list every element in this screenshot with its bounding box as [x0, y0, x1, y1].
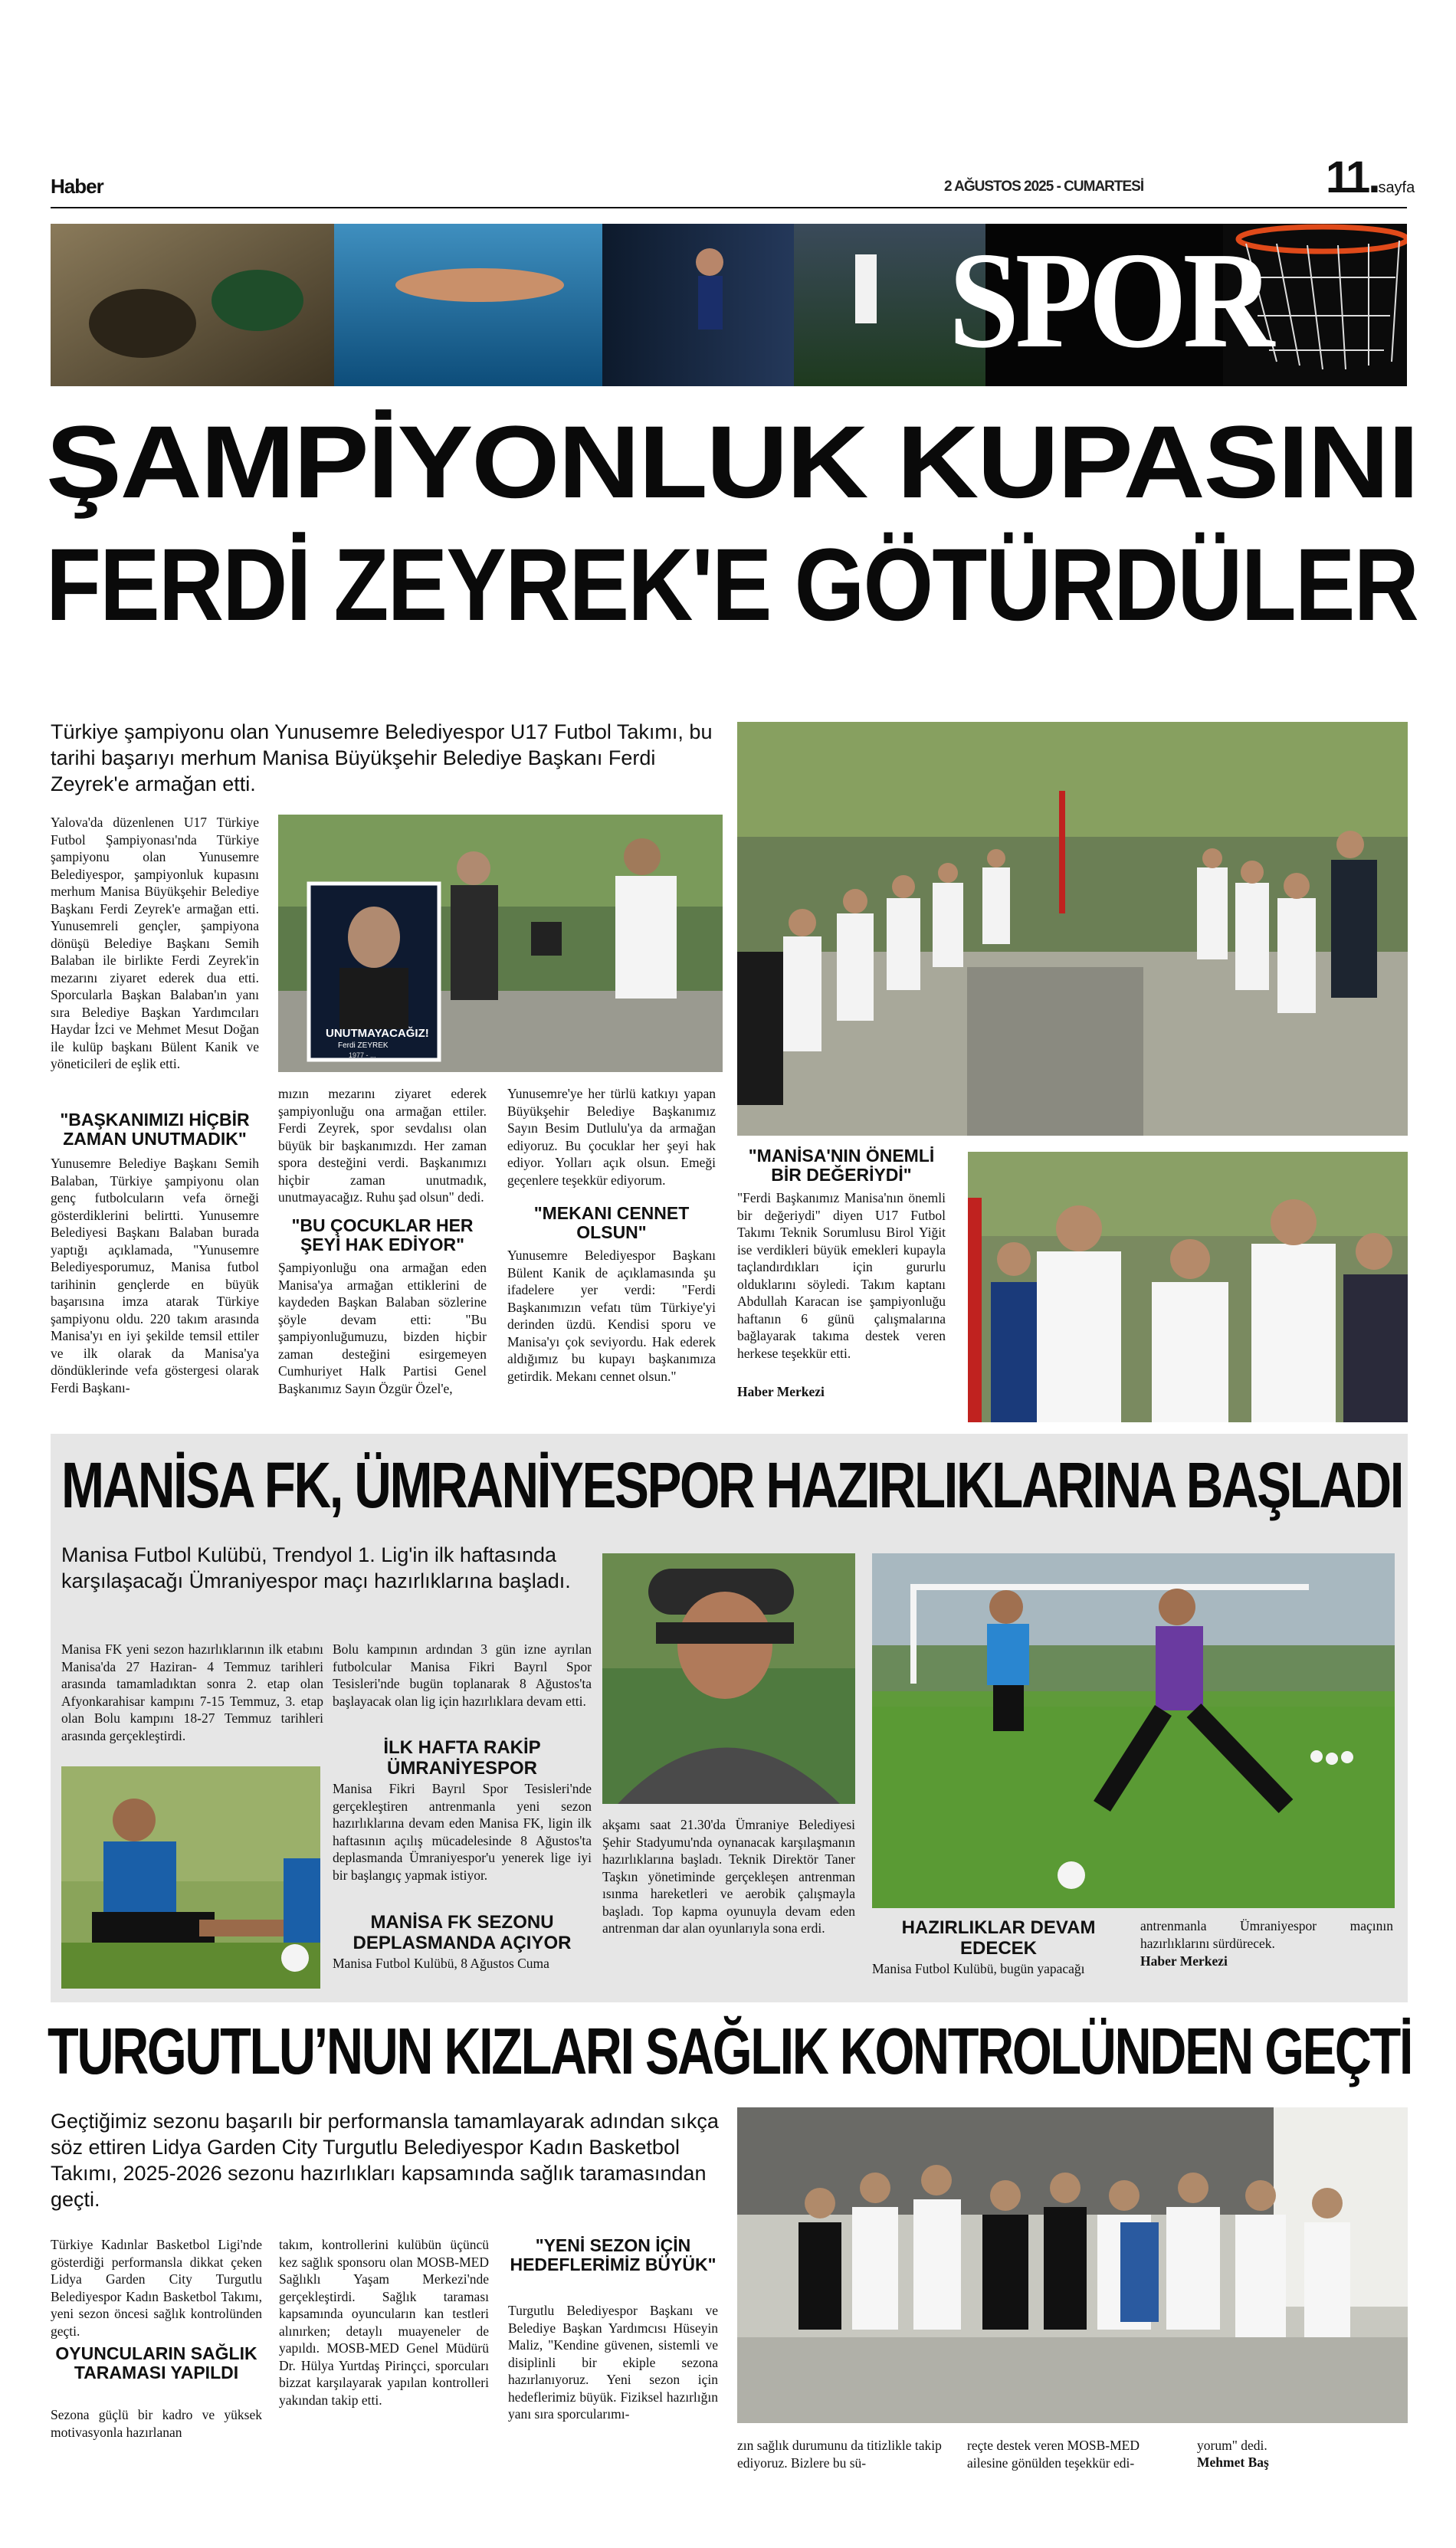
article3-byline: Mehmet Baş: [1197, 2455, 1269, 2470]
article1-col1-p2: Yunusemre Belediye Başkanı Semih Balaban, Türkiye şampiyonu olan genç futbolcuların vefa örneği gösterdiklerini belirtti. Yunusemre Belediyesi Başkanı Balaban burada yaptığı açıklamada, "Yunusemre Belediyesporumuz, Manisa futbol tarihinin gençlerde en büyük başarısına imza atarak Türkiye şampiyonu oldu. 220 takım arasında Manisa'yı en iyi şekilde temsil ettiler ve ilk olarak da Manisa'ya döndüklerinde vefa göstergesi olarak Ferdi Başkanı-: [51, 1156, 259, 1395]
article2-col2-p3: Manisa Futbol Kulübü, 8 Ağustos Cuma: [333, 1956, 549, 1971]
article2-col5-p1: antrenmanla Ümraniyespor maçının hazırlıklarını sürdürecek.: [1140, 1918, 1393, 1951]
article3-col1-p2: Sezona güçlü bir kadro ve yüksek motivasyonla hazırlanan: [51, 2407, 262, 2440]
article2-col4-p1: Manisa Futbol Kulübü, bugün yapacağı: [872, 1961, 1085, 1976]
article2-spot: Manisa Futbol Kulübü, Trendyol 1. Lig'in ilk haftasında karşılaşacağı Ümraniyespor maçı hazırlıklarına başladı.: [61, 1543, 571, 1592]
article2-col1-p1: Manisa FK yeni sezon hazırlıklarının ilk etabını Manisa'da 27 Haziran- 4 Temmuz tarihleri arasında tamamladıktan sonra 2. etap olan Afyonkarahisar kampını 7-15 Temmuz, 3. etap olan Bolu kampını 18-27 Temmuz tarihleri arasında gerçekleştirdi.: [61, 1641, 323, 1743]
article3-subhead2: "YENİ SEZON İÇİN HEDEFLERİMİZ BÜYÜK": [510, 2235, 717, 2274]
swimmer-photo: [334, 224, 602, 386]
article2-byline: Haber Merkezi: [1140, 1953, 1228, 1969]
article1-col3-p2: Yunusemre Belediyespor Başkanı Bülent Kanik de açıklamasında şu ifadelere yer verdi: "Ferdi Başkanımızın vefatı tüm Türkiye'yi derinden üzdü. Kendisi sporu ve Manisa'yı çok seviyordu. Hak ederek aldığımız bu kupayı başkanımıza getirdik. Mekanı cennet olsun.": [507, 1248, 716, 1384]
article1-byline: Haber Merkezi: [737, 1384, 825, 1399]
article1-subhead4: "MANİSA'NIN ÖNEMLİ BİR DEĞERİYDİ": [748, 1146, 935, 1185]
article3-spot: Geçtiğimiz sezonu başarılı bir performansla tamamlayarak adından sıkça söz ettiren Lidya Garden City Turgutlu Belediyespor Kadın Basketbol Takımı, 2025-2026 sezonu hazırlıkları kapsamında sağlık taramasından geçti.: [51, 2110, 719, 2211]
article2-col2-p1: Bolu kampının ardından 3 gün izne ayrılan futbolcular Manisa Fikri Bayrıl Spor Tesisleri'nde bugün toplanarak 8 Ağustos'ta başlayacak olan lig için hazırlıklara devam etti.: [333, 1641, 592, 1709]
issue-date: 2 AĞUSTOS 2025 - CUMARTESİ: [944, 179, 1144, 195]
page-label: sayfa: [1378, 179, 1415, 196]
header-rule: [51, 207, 1407, 208]
article1-subhead1: "BAŞKANIMIZI HİÇBİR ZAMAN UNUTMADIK": [60, 1110, 250, 1149]
article3-col3-p1: Turgutlu Belediyespor Başkanı ve Belediye Başkan Yardımcısı Hüseyin Maliz, "Kendine güvenen, sistemli ve disiplinli bir ekiple sezona hazırlanıyoruz. Yeni sezon için hedeflerimiz büyük. Fiziksel hazırlığın yanı sıra sporcularımı-: [508, 2303, 718, 2422]
poster-years: 1977 - ...: [349, 1051, 376, 1059]
poster-text: UNUTMAYACAĞIZ!: [326, 1027, 429, 1040]
article1-col2-p1: mızın mezarını ziyaret ederek şampiyonluğu ona armağan ettiler. Ferdi Zeyrek, spor sevdalısı olan büyük bir başkanımızdı. Her zaman spora desteğini verdi. Başkanımızı hiçbir zaman unutmadık, unutmayacağız. Ruhu şad olsun" dedi.: [278, 1086, 487, 1205]
article3-headline: TURGUTLU’NUN KIZLARI SAĞLIK KONTROLÜNDEN GEÇTİ: [48, 2015, 1412, 2088]
basketball-team-photo: [737, 2107, 1408, 2423]
article3-col2-p1: takım, kontrollerini kulübün üçüncü kez sağlık sponsoru olan MOSB-MED Sağlıklı Yaşam Merkezi'nde gerçekleştirdi. Sağlık taraması kapsamında oyuncuların kan testleri alınırken; detaylı muayeneler de yapıldı. MOSB-MED Genel Müdürü Dr. Hülya Yurtdaş Pirinçci, sporcuları bizzat karşılayarak yapılan kontrolleri yakından takip etti.: [279, 2237, 489, 2408]
article1-headline-line2: FERDİ ZEYREK'E GÖTÜRDÜLER: [46, 528, 1418, 642]
spor-banner: [51, 224, 1407, 386]
article3-col4-p1: zın sağlık durumunu da titizlikle takip ediyoruz. Bizlere bu sü-: [737, 2438, 942, 2471]
grave-visit-photo: [278, 815, 723, 1072]
article1-col4-p1: "Ferdi Başkanımız Manisa'nın önemli bir değeriydi" diyen U17 Futbol Takımı Teknik Sorumlusu Birol Yiğit ise verdikleri büyük emekleri kupayla taçlandırdıkları için gururlu olduklarını söyledi. Takım kaptanı Abdullah Karacan ise şampiyonluğu haftanın 6 günü çalışmalarına bağlayarak takıma destek veren herkese teşekkür etti.: [737, 1190, 946, 1361]
coach-portrait-photo: [602, 1553, 855, 1804]
poster-name: Ferdi ZEYREK: [338, 1041, 389, 1050]
article1-col3-p1: Yunusemre'ye her türlü katkıyı yapan Büyükşehir Belediye Başkanımız Sayın Besim Dutlulu'ya da armağan ediyoruz. Bu çocuklar her şeyi hak ediyor. Yolları açık olsun. Emeği geçenlere teşekkür ediyorum.: [507, 1086, 716, 1188]
article1-col2-p2: Şampiyonluğu ona armağan eden Manisa'ya armağan ettiklerini de kaydeden Başkan Balaban sözlerine şöyle devam etti: "Bu şampiyonluğumuzu, bizden hiçbir zaman desteğini esirgemeyen Cumhuriyet Halk Partisi Genel Başkanımız Sayın Özgür Özel'e,: [278, 1260, 487, 1396]
article1-subhead2: "BU ÇOCUKLAR HER ŞEYİ HAK EDİYOR": [291, 1215, 474, 1254]
section-label: Haber: [51, 175, 103, 198]
training-session-photo: [872, 1553, 1395, 1908]
banner-title: SPOR: [949, 224, 1271, 376]
article3-col1-p1: Türkiye Kadınlar Basketbol Ligi'nde gösterdiği performansla dikkat çeken Lidya Garden City Turgutlu Belediyespor Kadın Basketbol Takımı, yeni sezon öncesi sağlık kontrolünden geçti.: [51, 2237, 262, 2339]
article2-subhead3: HAZIRLIKLAR DEVAM EDECEK: [901, 1917, 1096, 1959]
players-medals-photo: [968, 1152, 1408, 1422]
article2-headline: MANİSA FK, ÜMRANİYESPOR HAZIRLIKLARINA BAŞLADI: [61, 1449, 1402, 1521]
page-number: [1326, 152, 1415, 203]
article2-subhead2: MANİSA FK SEZONU DEPLASMANDA AÇIYOR: [353, 1912, 572, 1953]
article2-col3-p1: akşamı saat 21.30'da Ümraniye Belediyesi Şehir Stadyumu'nda oynanacak karşılaşmanın hazırlıklarına başladı. Teknik Direktör Taner Taşkın yönetiminde gerçekleşen antrenman ısınma hareketleri ve aerobik çalışmayla başladı. Top kapma oyunuyla devam eden antrenman dar alan oyunlarıyla sona erdi.: [602, 1817, 855, 1936]
player-stretching-photo: [61, 1766, 320, 1989]
article3-subhead1: OYUNCULARIN SAĞLIK TARAMASI YAPILDI: [55, 2343, 257, 2382]
article1-spot: Türkiye şampiyonu olan Yunusemre Belediyespor U17 Futbol Takımı, bu tarihi başarıyı merhum Manisa Büyükşehir Belediye Başkanı Ferdi Zeyrek'e armağan etti.: [51, 720, 713, 795]
article1-headline-line1: ŞAMPİYONLUK KUPASINI: [46, 405, 1418, 520]
article1-subhead3: "MEKANI CENNET OLSUN": [533, 1203, 690, 1242]
article2-col2-p2: Manisa Fikri Bayrıl Spor Tesisleri'nde gerçekleştiren antrenmanla yeni sezon hazırlıklarına devam eden Manisa FK, ligin ilk haftasının açılış mücadelesinde 8 Ağustos'ta deplasmanda Ümraniyespor'u yenerek lige iyi bir başlangıç yapmak istiyor.: [333, 1781, 592, 1883]
article3-col6-p1: yorum" dedi.: [1197, 2438, 1267, 2453]
team-cemetery-photo: [737, 722, 1408, 1136]
article1-col1-p1: Yalova'da düzenlenen U17 Türkiye Futbol Şampiyonası'nda Türkiye şampiyonu olan Yunusemre Belediyespor, şampiyonluk kupasını merhum Manisa Büyükşehir Belediye Başkanı Ferdi Zeyrek'e armağan etti. Yunusemreli gençler, şampiyona dönüşü Belediye Başkanı Semih Balaban ile birlikte Ferdi Zeyrek'in mezarını ziyaret ederek dua etti. Sporcularla Başkan Balaban'ın yanı sıra Belediye Başkan Yardımcıları Haydar İzci ve Mehmet Mesut Doğan ile kulüp başkanı Bülent Kanik ve yöneticileri de eşlik etti.: [51, 815, 259, 1071]
article2-subhead1: İLK HAFTA RAKİP ÜMRANİYESPOR: [383, 1737, 541, 1779]
article3-col5-p1: reçte destek veren MOSB-MED ailesine gönülden teşekkür edi-: [967, 2438, 1140, 2471]
page-number-value: 11.: [1326, 152, 1379, 202]
